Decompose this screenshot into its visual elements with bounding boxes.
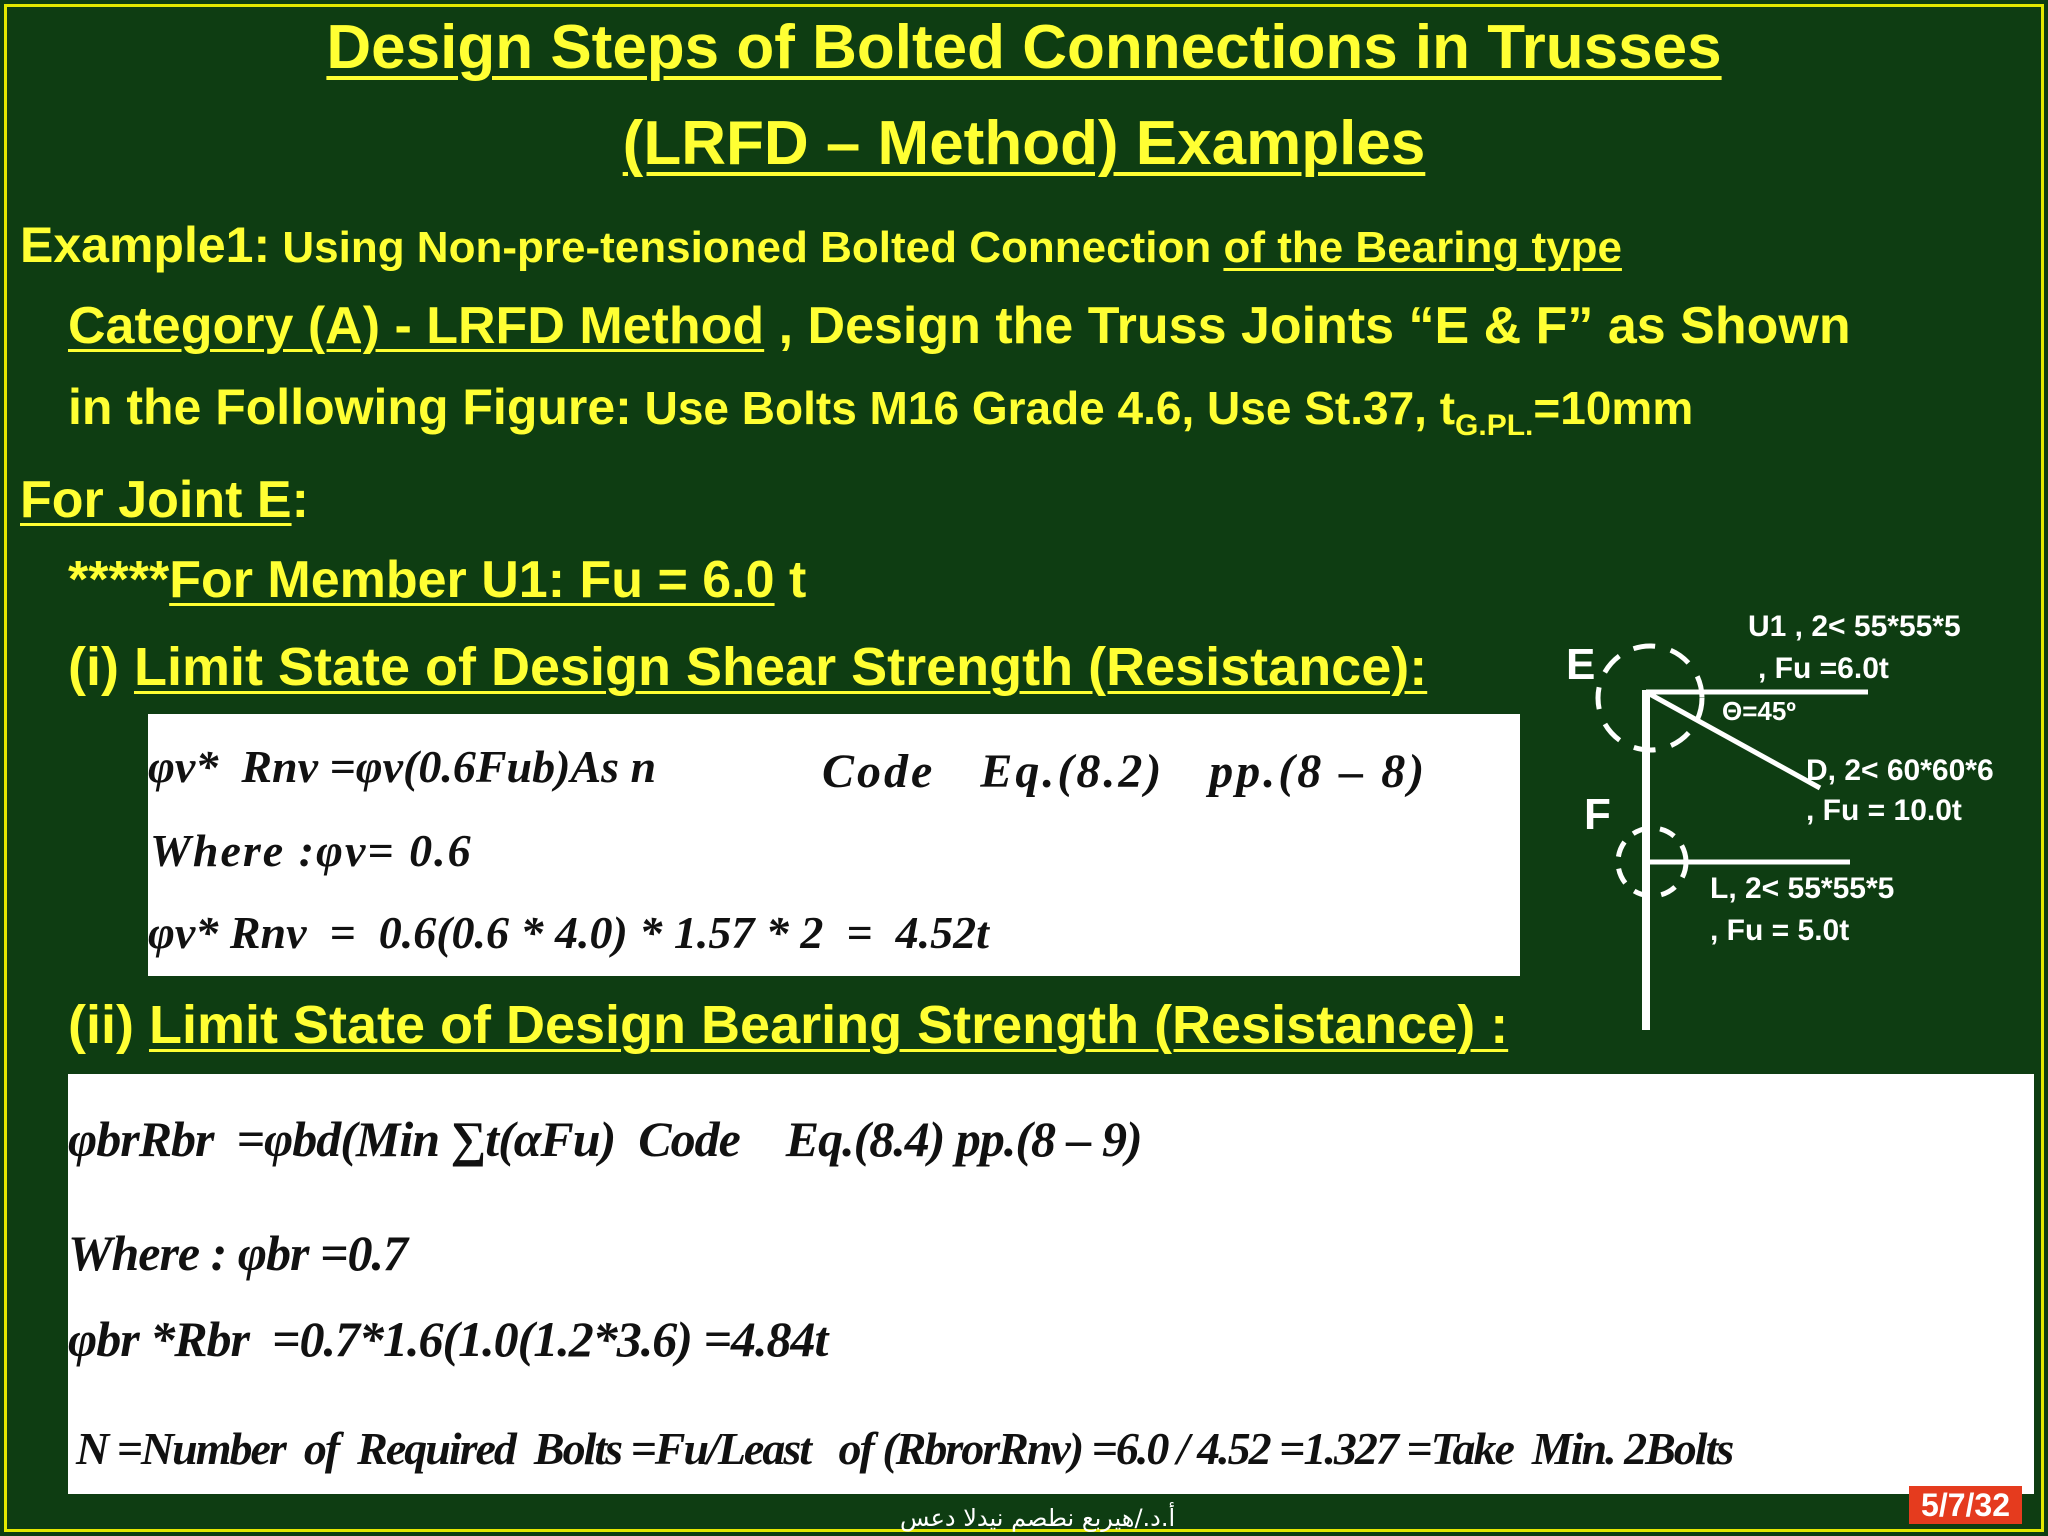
shear-equation-box: [148, 714, 1520, 976]
member-stars: *****: [68, 551, 170, 609]
example-text3b: Use Bolts M16 Grade 4.6, Use St.37, t: [631, 382, 1456, 434]
example-line2: [68, 296, 1851, 356]
example-line3: [68, 378, 1693, 443]
shear-heading: (i) Limit State of Design Shear Strength (Resistance):: [68, 637, 1428, 697]
bearing-eq2: Where : φbr =0.7: [68, 1225, 407, 1281]
bearing-eq4: N =Number of Required Bolts =Fu/Least of (RbrorRnv) =6.0 / 4.52 =1.327 =Take Min. 2Bolts: [76, 1423, 1733, 1474]
member-unit: t: [774, 551, 807, 609]
example-text1a: Using Non-pre-tensioned Bolted Connection: [270, 223, 1224, 272]
slide-title-line2: (LRFD – Method) Examples: [622, 109, 1426, 178]
joint-e-label: E: [1566, 640, 1596, 689]
example-text2b: , Design the Truss Joints “E & F” as Shown: [764, 297, 1851, 355]
bearing-equation-box: [68, 1074, 2034, 1494]
angle-label: Θ=45º: [1722, 696, 1796, 726]
l-label-line1: L, 2< 55*55*5: [1710, 872, 1895, 905]
d-label-line2: , Fu = 10.0t: [1806, 794, 1962, 827]
author-footer: أ.د./هيربع نطصم نيدلا دعس: [900, 1504, 1176, 1532]
example-text1b: of the Bearing type: [1223, 223, 1622, 272]
example-text2a: Category (A) - LRFD Method: [68, 297, 765, 355]
example-text3c: =10mm: [1533, 382, 1694, 434]
u1-label-line2: , Fu =6.0t: [1758, 652, 1889, 685]
slide-title-line1: Design Steps of Bolted Connections in Trusses: [326, 13, 1722, 82]
shear-eq2: Where :φv= 0.6: [150, 825, 473, 876]
bearing-eq1: φbrRbr =φbd(Min ∑t(αFu) Code Eq.(8.4) pp.(8 – 9): [68, 1111, 1142, 1167]
u1-label-line1: U1 , 2< 55*55*5: [1748, 610, 1961, 643]
l-label-line2: , Fu = 5.0t: [1710, 914, 1850, 947]
d-label-line1: D, 2< 60*60*6: [1806, 754, 1994, 787]
joint-heading: For Joint E:: [20, 471, 309, 529]
example-line1: [20, 216, 1622, 274]
example-label: Example1:: [20, 217, 271, 273]
member-text: For Member U1: Fu = 6.0: [169, 551, 775, 609]
shear-eq1: φv* Rnv =φv(0.6Fub)As n: [148, 741, 657, 792]
member-line: [68, 550, 806, 610]
shear-eq1-ref: Code Eq.(8.2) pp.(8 – 8): [822, 745, 1428, 798]
bearing-eq3: φbr *Rbr =0.7*1.6(1.0(1.2*3.6) =4.84t: [68, 1311, 828, 1367]
example-text3sub: G.PL.: [1455, 409, 1534, 442]
shear-eq3: φv* Rnv = 0.6(0.6 * 4.0) * 1.57 * 2 = 4.52t: [148, 907, 989, 958]
joint-f-label: F: [1584, 790, 1611, 839]
example-text3a: in the Following Figure:: [68, 379, 632, 435]
bearing-heading: (ii) Limit State of Design Bearing Strength (Resistance) :: [68, 995, 1509, 1055]
page-number: 5/7/32: [1909, 1486, 2022, 1524]
